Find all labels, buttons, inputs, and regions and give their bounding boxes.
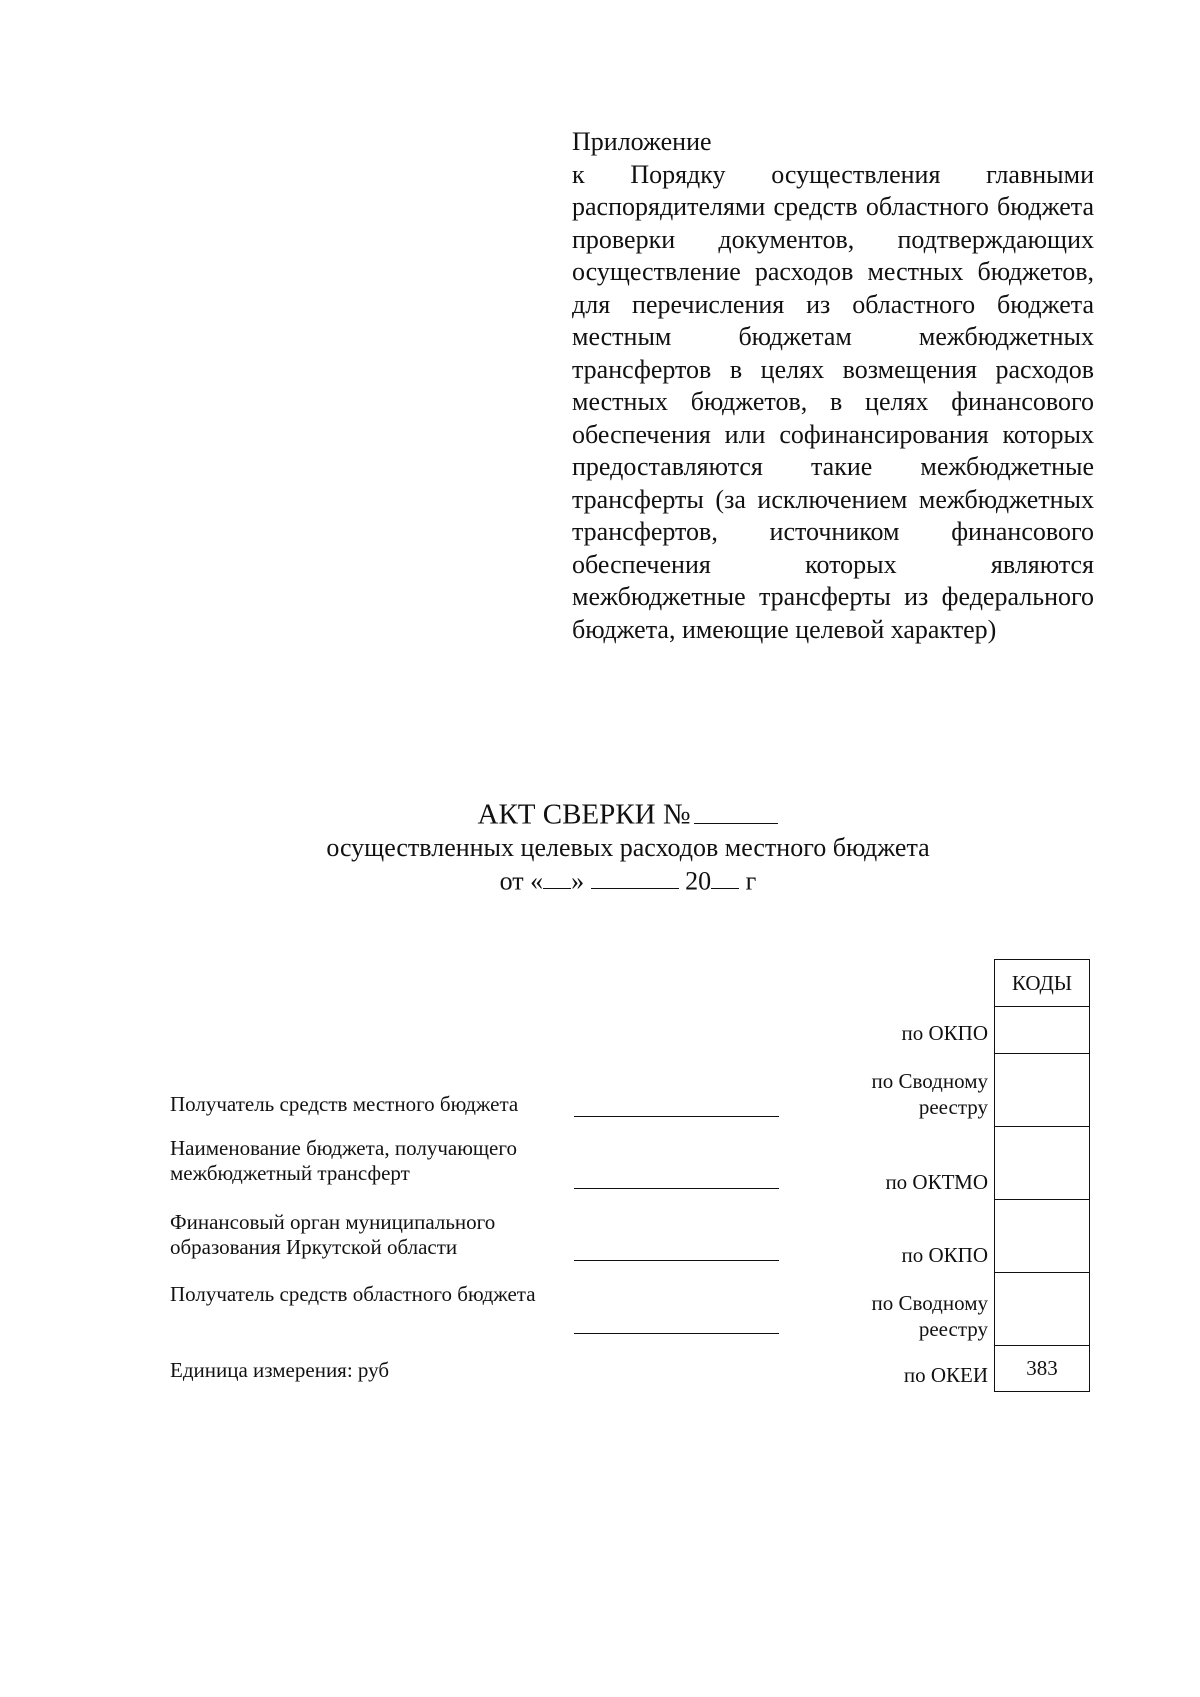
form-row-line bbox=[574, 1333, 779, 1334]
appendix-body: к Порядку осуществления главными распорядителями средств областного бюджета проверки документов, подтверждающих осуществление расходов местных бюджетов, для перечисления из областного бюджета местным бюджетам межбюджетных трансфертов в целях возмещения расходов местных бюджетов, в целях финансового обеспечения или софинансирования которых предоставляются такие межбюджетные трансферты (за исключением межбюджетных трансфертов, источником финансового обеспечения которых являются межбюджетные трансферты из федерального бюджета, имеющие целевой характер) bbox=[572, 159, 1094, 644]
code-label: по ОКТМО bbox=[885, 1170, 988, 1194]
code-cell bbox=[995, 1054, 1090, 1127]
codes-table bbox=[994, 959, 1090, 1392]
code-cell bbox=[995, 1273, 1090, 1346]
form-row-line bbox=[574, 1188, 779, 1189]
code-label: по ОКПО bbox=[901, 1243, 988, 1267]
form-row-label: Получатель средств местного бюджета bbox=[170, 1092, 519, 1116]
code-label: по ОКЕИ bbox=[903, 1363, 988, 1387]
code-label: по ОКПО bbox=[901, 1021, 988, 1045]
date-month-blank bbox=[591, 864, 679, 890]
code-cell bbox=[995, 1127, 1090, 1200]
form-row-label: Наименование бюджета, получающего межбюджетный трансферт bbox=[170, 1136, 517, 1185]
appendix-title: Приложение bbox=[572, 127, 712, 156]
act-number-blank bbox=[694, 795, 778, 824]
appendix-block bbox=[572, 126, 1094, 646]
code-cell: 383 bbox=[995, 1346, 1090, 1392]
form-row-line bbox=[574, 1260, 779, 1261]
act-title-block bbox=[0, 795, 1200, 897]
form-row-line bbox=[574, 1116, 779, 1117]
code-label: по Сводному реестру bbox=[871, 1069, 988, 1119]
date-day-blank bbox=[543, 864, 571, 890]
form-row-label: Финансовый орган муниципального образования Иркутской области bbox=[170, 1210, 496, 1259]
act-heading: АКТ СВЕРКИ № bbox=[0, 795, 1200, 832]
date-year-blank bbox=[711, 864, 739, 890]
act-date-line: от « » 20 г bbox=[0, 864, 1200, 898]
code-cell bbox=[995, 1007, 1090, 1054]
form-row-label: Единица измерения: руб bbox=[170, 1358, 390, 1382]
act-subtitle: осуществленных целевых расходов местного бюджета bbox=[326, 832, 930, 862]
form-row-label: Получатель средств областного бюджета bbox=[170, 1282, 536, 1306]
codes-header: КОДЫ bbox=[995, 960, 1090, 1007]
code-label: по Сводному реестру bbox=[871, 1291, 988, 1341]
code-cell bbox=[995, 1200, 1090, 1273]
